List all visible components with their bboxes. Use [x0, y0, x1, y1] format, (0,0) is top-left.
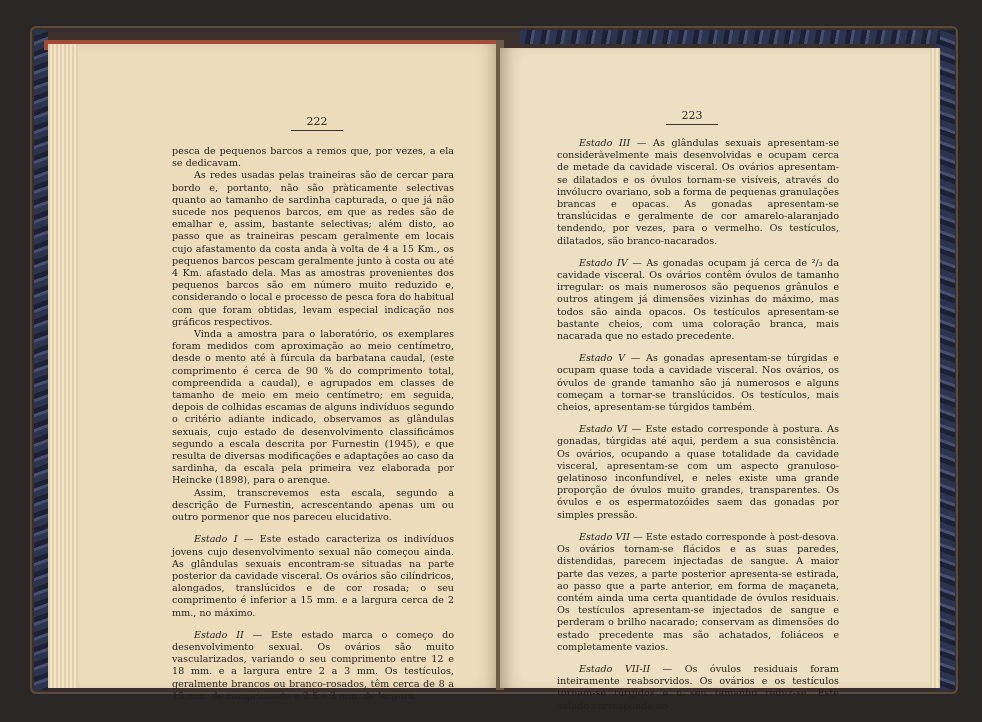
right-paragraph-1: Estado IV — As gonadas ocupam já cerca de ²/₃ da cavidade visceral. Os ovários contêm óvulos de tamanho irregular: os mais numerosos são pequenos grânulos e outros atingem já dimensões vizinhas do máximo, mas todos são ainda opacos. Os testículos apresentam-se bastante cheios, com uma coloração branca, mais nacarada que no estado precedente. [557, 257, 839, 343]
right-paragraph-5: Estado VII-II — Os óvulos residuais foram inteiramente reabsorvidos. Os ovários e os testículos tornam-se túrgidos e o seu tamanho reduz-se. Este estado corresponde ao [557, 663, 839, 712]
stage-heading: Estado III [579, 138, 631, 149]
marbled-edge-top [520, 30, 940, 44]
left-paragraph-3: Assim, transcrevemos esta escala, segundo a descrição de Furnestin, acrescentando apenas um ou outro pormenor que nos pareceu elucidativo. [172, 487, 454, 524]
stage-heading: Estado II [194, 629, 244, 641]
left-paragraph-2: Vinda a amostra para o laboratório, os exemplares foram medidos com aproximação ao meio centímetro, desde o mento até à fúrcula da barbatana caudal, (este comprimento é cerca de 90 % do comprimento total, compreendida a caudal), e agrupados em classes de tamanho de meio em meio centímetro; em seguida, depois de colhidas escamas de alguns indivíduos segundo o critério adiante indicado, observamos as glândulas sexuais, cujo estado de desenvolvimento classificámos segundo a escala descrita por Furnestin (1945), e que resulta de diversas modificações e adaptações ao caso da sardinha, da escala pela primeira vez elaborada por Heincke (1898), para o arenque. [172, 329, 454, 487]
left-page-number: 222 [287, 115, 347, 128]
left-page-text [172, 146, 454, 703]
stage-heading: Estado VII-II [579, 663, 651, 675]
right-paragraph-3: Estado VI — Este estado corresponde à postura. As gonadas, túrgidas até aqui, perdem a sua consistência. Os ovários, ocupando a quase totalidade da cavidade visceral, apresentam-se com um aspecto granuloso-gelatinoso inconfundível, e neles existe uma grande proporção de óvulos muito grandes, transparentes. Os óvulos e os espermatozóides saem das gonadas por simples pressão. [557, 424, 840, 521]
stage-heading: Estado VII [579, 531, 631, 543]
marbled-edge-left [34, 30, 48, 690]
right-paragraph-0: Estado III — As glândulas sexuais apresentam-se consideràvelmente mais desenvolvidas e ocupam cerca de metade da cavidade visceral. Os ovários apresentam-se dilatados e os óvulos tornam-se visíveis, através do invólucro ovariano, sob a forma de pequenas granulações brancas e opacas. As gonadas apresentam-se translúcidas e geralmente de cor amarelo-alaranjado tendendo, por vezes, para o vermelho. Os testículos, dilatados, são branco-nacarados. [557, 138, 839, 247]
stage-heading: Estado I [194, 534, 238, 546]
left-paragraph-0: pesca de pequenos barcos a remos que, por vezes, a ela se dedicavam. [172, 146, 454, 170]
right-page-number: 223 [662, 109, 722, 122]
stage-heading: Estado IV [579, 257, 628, 269]
left-paragraph-5: Estado II — Este estado marca o começo do desenvolvimento sexual. Os ovários são muito vascularizados, variando o seu comprimento entre 12 e 18 mm. e a largura entre 2 a 3 mm. Os testículos, geralmente brancos ou branco-rosados, têm cerca de 8 a 15 mm. de comprimento e 2,5 a 3 mm. de largura. [172, 629, 454, 702]
left-paragraph-4: Estado I — Este estado caracteriza os indivíduos jovens cujo desenvolvimento sexual não começou ainda. As glândulas sexuais encontram-se situadas na parte posterior da cavidade visceral. Os ovários são cilíndricos, alongados, translúcidos e de cor rosada; o seu comprimento é inferior a 15 mm. e a largura cerca de 2 mm., no máximo. [172, 534, 454, 619]
right-paragraph-4: Estado VII — Este estado corresponde à post-desova. Os ovários tornam-se flácidos e as suas paredes, distendidas, parecem injectadas de sangue. A maior parte das vezes, a parte posterior apresenta-se estirada, ao passo que a parte anterior, em forma de maçaneta, contém ainda uma certa quantidade de óvulos residuais. Os testículos apresentam-se injectados de sangue e perderam o brilho nacarado; conservam as dimensões do estado precedente mas são achatados, foliáceos e completamente vazios. [557, 531, 839, 653]
right-page-text [557, 138, 839, 713]
stage-heading: Estado VI [579, 424, 628, 436]
right-paragraph-2: Estado V — As gonadas apresentam-se túrgidas e ocupam quase toda a cavidade visceral. Nos ovários, os óvulos de grande tamanho são já numerosos e alguns começam a tornar-se translúcidos. Os testículos, mais cheios, apresentam-se túrgidos também. [557, 353, 839, 414]
stage-heading: Estado V [579, 353, 626, 365]
left-paragraph-1: As redes usadas pelas traineiras são de cercar para bordo e, portanto, não são pràticamente selectivas quanto ao tamanho de sardinha capturada, o que já não sucede nos pequenos barcos, em que as redes são de emalhar e, assim, bastante selectivas; além disto, ao passo que as traineiras pescam geralmente em locais cujo afastamento da costa anda à volta de 4 a 15 Km., os pequenos barcos pescam geralmente junto à costa ou até 4 Km. afastado dela. Mas as amostras provenientes dos pequenos barcos são em número muito reduzido e, considerando o local e processo de pesca fora do habitual com que foram obtidas, levam especial indicação nos gráficos respectivos. [172, 170, 454, 328]
